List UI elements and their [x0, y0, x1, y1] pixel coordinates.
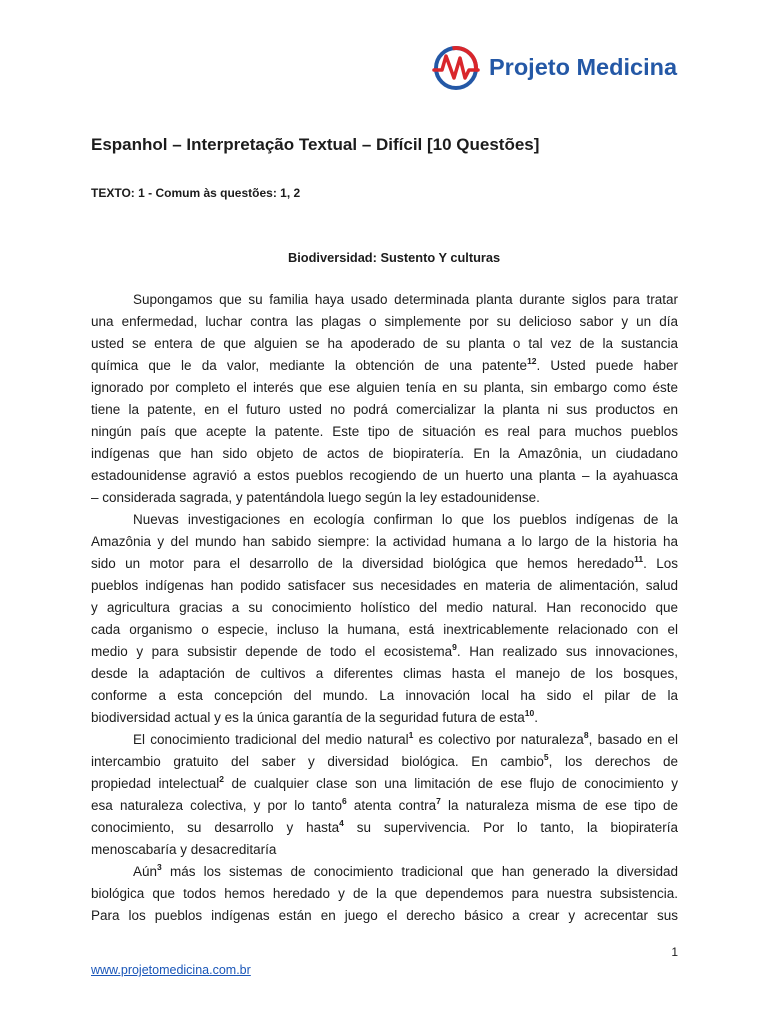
footnote-ref: 9 [452, 642, 457, 652]
text-line: conocimiento, su desarrollo y hasta$^4$ su supervivencia. Por lo tanto, la biopiratería [91, 818, 678, 835]
text-line: Nuevas investigaciones en ecología confirman lo que los pueblos indígenas de la [133, 512, 678, 527]
footnote-ref: 2 [219, 774, 225, 784]
heartbeat-m-icon [432, 44, 480, 92]
text-line: cada organismo o especie, incluso la humana, está inextricablemente relacionado con el [91, 622, 678, 637]
paragraph [91, 729, 678, 861]
text-line: menoscabaría y desacreditaría [91, 842, 277, 857]
paragraph [91, 289, 678, 509]
document-title: Espanhol – Interpretação Textual – Difícil [10 Questões] [91, 135, 540, 154]
text-line: conforme a esta concepción del mundo. La innovación local ha sido el pilar de la [91, 688, 678, 703]
text-line: indígenas que han sido objeto de actos de biopiratería. En la Amazônia, un ciudadano [91, 446, 678, 461]
text-line: Aún$^3$ más los sistemas de conocimiento tradicional que han generado la diversidad [133, 862, 678, 879]
text-line: biodiversidad actual y es la única garantía de la seguridad futura de esta$^{10}$. [91, 708, 539, 725]
text-line: usted se entera de que alguien se ha apoderado de su planta o tal vez de la sustancia [91, 336, 678, 351]
text-line: El conocimiento tradicional del medio natural$^1$ es colectivo por naturaleza$^8$, basado en el [133, 730, 678, 747]
footnote-ref: 7 [436, 796, 441, 806]
footnote-ref: 8 [583, 730, 589, 740]
website-link[interactable]: www.projetomedicina.com.br [91, 963, 251, 977]
footnote-ref: 1 [408, 730, 414, 740]
page-number: 1 [671, 945, 678, 959]
text-line: y agricultura gracias a su conocimiento holístico del medio natural. Han reconocido que [91, 600, 678, 615]
text-line: tiene la patente, en el futuro usted no podrá comercializar la planta ni sus productos en [91, 402, 678, 417]
text-line: pueblos indígenas han podido satisfacer sus necesidades en materia de alimentación, salud [91, 578, 678, 593]
text-line: medio y para subsistir depende de todo el ecosistema$^9$. Han realizado sus innovaciones, [91, 642, 678, 659]
footnote-ref: 6 [341, 796, 347, 806]
text-line: desde la adaptación de cultivos a diferentes climas hasta el manejo de los bosques, [91, 666, 678, 681]
text-line: una enfermedad, luchar contra las plagas o simplemente por su delicioso sabor y un día [91, 314, 678, 329]
article-body [91, 289, 678, 927]
text-line: propiedad intelectual$^2$ de cualquier clase son una limitación de ese flujo de conocimiento y [91, 774, 678, 791]
text-line: ningún país que acepte la patente. Este tipo de situación es real para muchos pueblos [91, 424, 678, 439]
text-line: esa naturaleza colectiva, y por lo tanto$^6$ atenta contra$^7$ la naturaleza misma de ese tipo de [91, 796, 678, 813]
article-heading: Biodiversidad: Sustento Y culturas [288, 250, 501, 265]
text-line: Para los pueblos indígenas están en juego el derecho básico a crear y acrecentar sus [91, 908, 678, 923]
footnote-ref: 12 [527, 356, 537, 366]
logo-text: Projeto Medicina [489, 54, 678, 80]
text-reference: TEXTO: 1 - Comum às questões: 1, 2 [91, 186, 301, 200]
text-line: – considerada sagrada, y patentándola luego según la ley estadounidense. [91, 490, 540, 505]
text-line: Amazônia y del mundo han sabido siempre: la actividad humana a lo largo de la historia ha [91, 534, 678, 549]
footnote-ref: 5 [543, 752, 549, 762]
text-line: estadounidense agravió a estos pueblos recogiendo de un huerto una planta – la ayahuasca [91, 468, 678, 483]
footnote-ref: 3 [157, 862, 162, 872]
paragraph [91, 861, 678, 927]
text-line: sido un motor para el desarrollo de la diversidad biológica que hemos heredado$^{11}$. Los [91, 554, 678, 571]
text-line: química que le da valor, mediante la obtención de una patente$^{12}$. Usted puede haber [91, 356, 678, 373]
footnote-ref: 4 [339, 818, 344, 828]
paragraph [91, 509, 678, 729]
text-line: ignorado por completo el interés que ese alguien tenía en su planta, sin embargo como éste [91, 380, 678, 395]
text-line: Supongamos que su familia haya usado determinada planta durante siglos para tratar [133, 292, 678, 307]
footnote-ref: 10 [524, 708, 535, 718]
footnote-ref: 11 [634, 554, 644, 564]
text-line: intercambio gratuito del saber y diversidad biológica. En cambio$^5$, los derechos de [91, 752, 678, 769]
text-line: biológica que todos hemos heredado y de la que dependemos para nuestra subsistencia. [91, 886, 678, 901]
